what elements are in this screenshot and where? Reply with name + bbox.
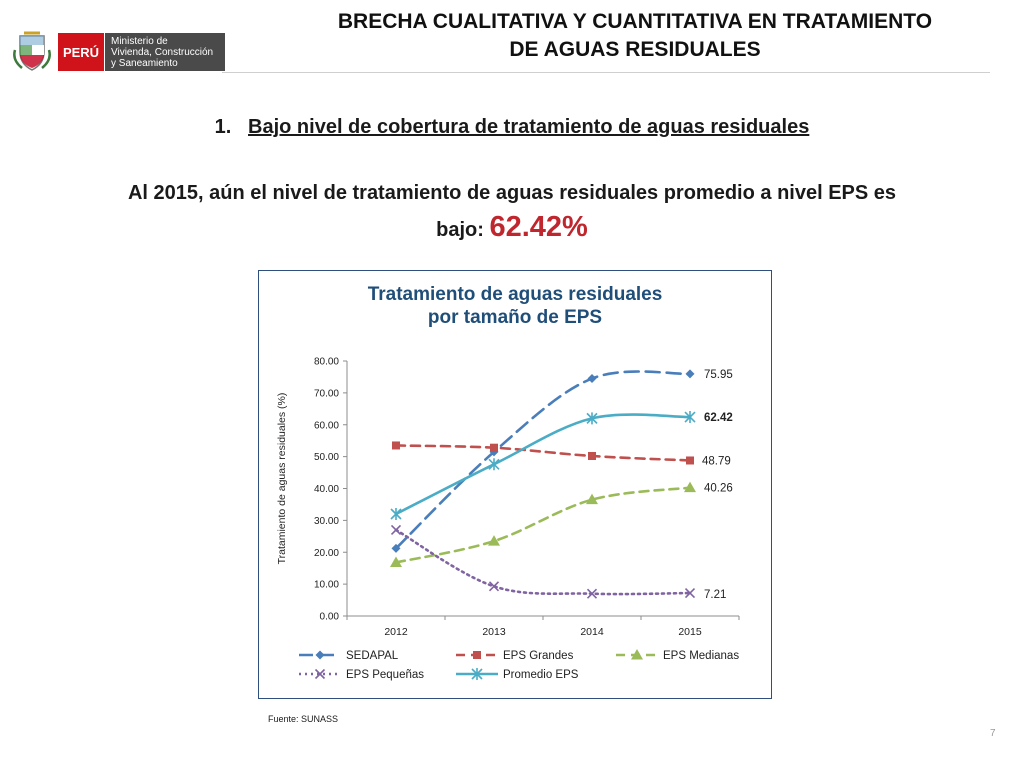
legend-label: SEDAPAL — [346, 650, 399, 662]
data-point — [392, 525, 401, 534]
ministry-name — [105, 33, 225, 71]
series-line — [396, 530, 690, 594]
data-point — [490, 444, 498, 452]
ministry-line: y Saneamiento — [111, 58, 178, 69]
header-divider — [222, 72, 990, 73]
y-tick-label: 70.00 — [313, 388, 339, 400]
y-tick-label: 30.00 — [313, 515, 339, 527]
summary-prefix: bajo: — [436, 219, 490, 241]
page-title — [290, 8, 980, 64]
chart-title-line: Tratamiento de aguas residuales — [367, 284, 663, 305]
chart-title-line: por tamaño de EPS — [427, 307, 603, 328]
peru-label: PERÚ — [58, 33, 104, 71]
section-heading — [0, 116, 1024, 139]
series-line — [396, 445, 690, 460]
legend-marker — [316, 651, 325, 660]
y-tick-label: 60.00 — [313, 420, 339, 432]
x-tick-label: 2014 — [580, 626, 604, 638]
data-label: 40.26 — [704, 482, 733, 495]
series-line — [396, 372, 690, 549]
data-label: 7.21 — [704, 589, 727, 602]
y-tick-label: 0.00 — [319, 611, 339, 623]
data-point — [588, 452, 596, 460]
data-point — [489, 458, 499, 470]
source-note: Fuente: SUNASS — [268, 714, 339, 724]
y-tick-label: 80.00 — [313, 356, 339, 368]
legend-label: EPS Pequeñas — [346, 669, 425, 681]
x-tick-label: 2015 — [678, 626, 702, 638]
section-heading-text: Bajo nivel de cobertura de tratamiento de aguas residuales — [248, 116, 810, 138]
coat-of-arms-icon — [12, 30, 52, 74]
ministry-logo — [12, 30, 218, 74]
section-number: 1. — [214, 116, 232, 138]
highlight-value: 62.42% — [489, 211, 588, 243]
y-axis-label: Tratamiento de aguas residuales (%) — [276, 392, 288, 565]
x-tick-label: 2013 — [482, 626, 506, 638]
y-tick-label: 10.00 — [313, 579, 339, 591]
line-chart — [259, 271, 771, 698]
data-label: 48.79 — [702, 455, 731, 468]
data-point — [391, 508, 401, 520]
legend-label: Promedio EPS — [503, 669, 579, 681]
series-line — [396, 488, 690, 563]
data-point — [686, 369, 695, 378]
legend-label: EPS Grandes — [503, 650, 574, 662]
data-point — [686, 456, 694, 464]
legend-label: EPS Medianas — [663, 650, 740, 662]
legend-marker — [473, 651, 481, 659]
data-label: 75.95 — [704, 368, 733, 381]
data-label: 62.42 — [704, 412, 733, 425]
page-title-line: BRECHA CUALITATIVA Y CUANTITATIVA EN TRATAMIENTO — [337, 10, 933, 33]
series-line — [396, 415, 690, 514]
chart-frame — [258, 270, 772, 699]
ministry-line: Vivienda, Construcción — [111, 47, 214, 58]
y-tick-label: 40.00 — [313, 484, 339, 495]
page-title-line: DE AGUAS RESIDUALES — [509, 38, 761, 61]
y-tick-label: 20.00 — [313, 547, 339, 559]
y-tick-label: 50.00 — [313, 452, 339, 464]
data-point — [588, 374, 597, 383]
summary-text: Al 2015, aún el nivel de tratamiento de aguas residuales promedio a nivel EPS es — [127, 182, 897, 204]
data-point — [392, 441, 400, 449]
page-number: 7 — [990, 728, 996, 739]
ministry-line: Ministerio de — [111, 36, 168, 47]
x-tick-label: 2012 — [384, 626, 408, 638]
summary-paragraph — [60, 176, 964, 247]
